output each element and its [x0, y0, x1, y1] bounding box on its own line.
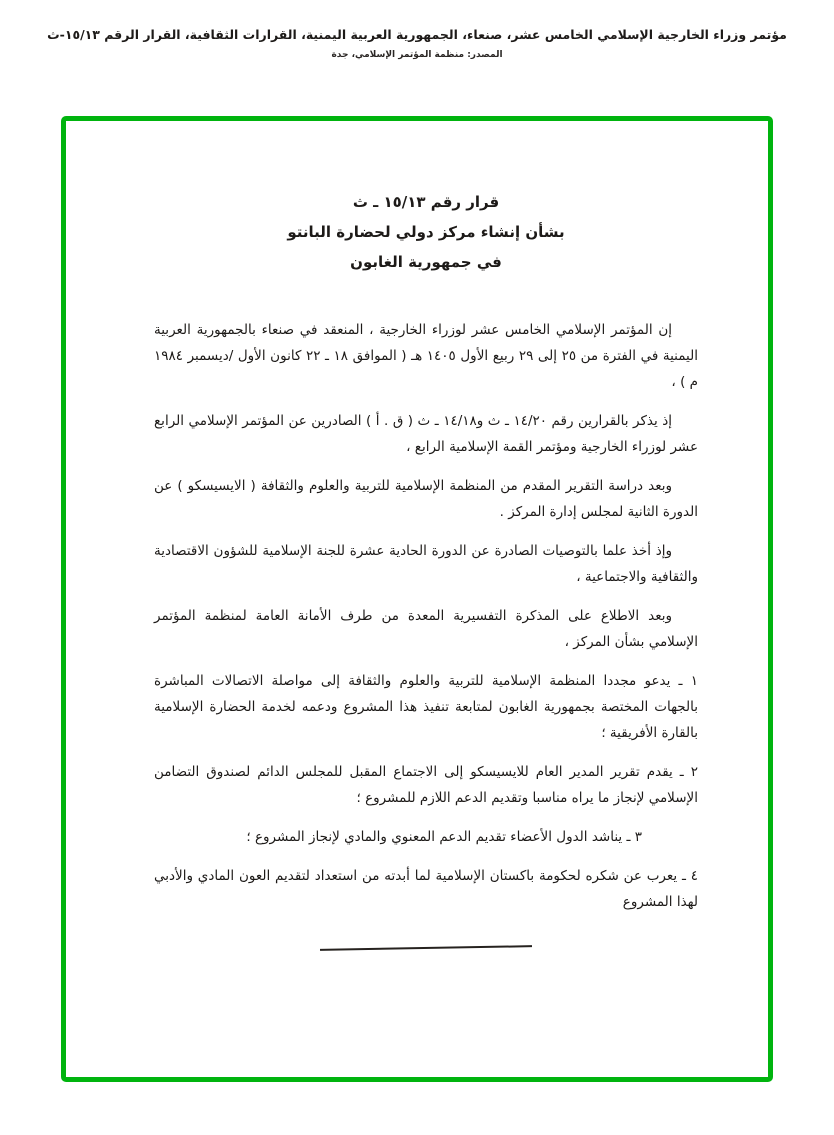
preamble-paragraph-3: وبعد دراسة التقرير المقدم من المنظمة الإسلامية للتربية والعلوم والثقافة ( الايسيسكو ) عن الدورة الثانية لمجلس إدارة المركز .: [154, 478, 698, 520]
decision-title-line-2: بشأن إنشاء مركز دولي لحضارة البانتو: [287, 223, 565, 241]
decision-body: [154, 317, 698, 915]
decision-title-line-1: قرار رقم ١٥/١٣ ـ ث: [352, 193, 500, 211]
operative-item-3: ٣ ـ يناشد الدول الأعضاء تقديم الدعم المعنوي والمادي لإنجاز المشروع ؛: [246, 829, 642, 845]
document-frame: [61, 116, 773, 1082]
preamble-paragraph-5: وبعد الاطلاع على المذكرة التفسيرية المعدة من طرف الأمانة العامة لمنظمة المؤتمر الإسلامي بشأن المركز ،: [154, 608, 698, 650]
document-header-line: مؤتمر وزراء الخارجية الإسلامي الخامس عشر، صنعاء، الجمهورية العربية اليمنية، القرارات الثقافية، القرار الرقم ١٥/١٣-ث: [47, 27, 787, 42]
preamble-paragraph-2: إذ يذكر بالقرارين رقم ١٤/٢٠ ـ ث و١٤/١٨ ـ ث ( ق . أ ) الصادرين عن المؤتمر الإسلامي الرابع عشر لوزراء الخارجية ومؤتمر القمة الإسلامية الرابع ،: [154, 413, 698, 455]
operative-item-1: ١ ـ يدعو مجددا المنظمة الإسلامية للتربية والعلوم والثقافة إلى مواصلة الاتصالات المباشرة بالجهات المختصة بجمهورية الغابون لمتابعة تنفيذ هذا المشروع ودعمه لخدمة الحضارة الإسلامية بالقارة الأفريقية ؛: [154, 673, 698, 741]
preamble-paragraph-4: وإذ أخذ علما بالتوصيات الصادرة عن الدورة الحادية عشرة للجنة الإسلامية للشؤون الاقتصادية والثقافية والاجتماعية ،: [154, 543, 698, 585]
operative-item-2: ٢ ـ يقدم تقرير المدير العام للايسيسكو إلى الاجتماع المقبل للمجلس الدائم لصندوق التضامن الإسلامي لإنجاز ما يراه مناسبا وتقديم الدعم اللازم للمشروع ؛: [154, 764, 698, 806]
decision-title-line-3: في جمهورية الغابون: [350, 253, 502, 271]
operative-item-4: ٤ ـ يعرب عن شكره لحكومة باكستان الإسلامية لما أبدته من استعداد لتقديم العون المادي والأدبي لهذا المشروع: [154, 868, 698, 910]
end-of-document-rule: [320, 945, 532, 951]
preamble-paragraph-1: إن المؤتمر الإسلامي الخامس عشر لوزراء الخارجية ، المنعقد في صنعاء بالجمهورية العربية اليمنية في الفترة من ٢٥ إلى ٢٩ ربيع الأول ١٤٠٥ هـ ( الموافق ١٨ ـ ٢٢ كانون الأول /ديسمبر ١٩٨٤ م ) ،: [154, 322, 698, 390]
document-source-line: المصدر: منظمة المؤتمر الإسلامي، جدة: [331, 50, 503, 60]
decision-title: [154, 187, 698, 277]
